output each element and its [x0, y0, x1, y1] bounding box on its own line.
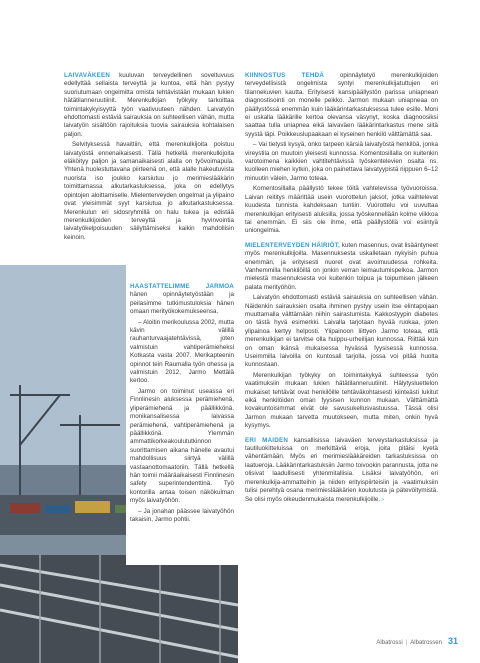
left-paragraph-2: Selvityksessä havaittiin, että merenkulkijoita poistuu laivatyöstä ennenaikaisesti. Tällä hetkellä merenkulkijoita eläköityy paljon ja samanaikaisesti alalla on työvoimapula. Yhtenä huolestuttavana piirteenä on, että alalle hakeutuvista nuorista iso joukko karsiutuu jo merimieslääkärin toimittamassa alkutarkastuksessa, joka on edellytys opintojen aloittamiselle. Mielenterveyden ongelmat ja ylipaino ovat yleisimmät syyt karsiutua jo alkutarkastuksessa. Merenkulun eri sidosryhmillä on halu tukea ja edistää merenkulkijoiden terveyttä ja hyvinvointia laivatyökelpoisuuden säilyttämiseksi kaikin mahdollisin keinoin.	[64, 141, 234, 241]
page-number: 31	[447, 636, 458, 646]
lead-word: LAIVAVÄKEEN	[64, 72, 111, 79]
right-paragraph-7: ERI MAIDEN kansallisissa laivaväen terveystarkastuksissa ja tautiluokitteluissa on merkittäviä eroja, joita pitäisi kyetä vähentämään. Myös eri merimieslääkäreiden tarkastuksissa on laatueroja. Lääkärintarkastuksiin Jarmo toivookin parannusta, jotta ne olisivat laadullisesti yhtenmitallisia. Lisäksi laivatyöhön, eri merenkulkija-ammatteihin ja niiden erityispiirteisiin ja -vaatimuksiin tulisi perehtyä osana merimieslääkärien koulutusta ja pätevöitymistä. Se olisi myös oikeudenmukaista merenkulkijoille. ›	[245, 436, 439, 503]
interview-paragraph-1: HAASTATTELIMME JARMOA hänen opinnäytetyöstään ja peilasimme tutkimustuloksia hänen omaan merityökokemukseensa.	[130, 283, 234, 316]
right-paragraph-5: Laivatyön ehdottomasti estäviä sairauksia on suhteellisen vähän. Näidenkin sairauksien osalta ihminen pystyy usein itse elintapojaan muuttamalla välttämään niihin sairastumista. Kakkostyypin diabetes on tästä hyvä esimerkki. Laivalla tarjotaan hyvää ruokaa, joten ylipainoa kertyy helposti. Ylipainoon liittyen Jarmo toteaa, että merenkulkijan ei tarvitse olla huippu-urheilijan kunnossa. Riittää kun on oman ikänsä mukaisessa hyvässä fyysisessä kunnossa. Useimmilla laivoilla on kuntosali tarjolla, jossa voi pitää huolta kunnostaan.	[245, 294, 438, 369]
publication-name-alt: Albatrossen	[410, 640, 442, 646]
footer-separator: |	[405, 640, 408, 646]
left-paragraph-1: LAIVAVÄKEEN kuuluvan terveydellinen soveltuvuus edellyttää sellaista terveyttä ja kuntoa, että hän pystyy suoriutumaan ongelmitta omista tehtävistään mukaan lukien hätätilanneruutiinit. Merenkulkijan työkyky tarkoittaa toimintakykyisyyttä työn vaativuuteen nähden. Laivatyön ehdottomasti estäviä sairauksia on suhteellisen vähän, mutta laivatyön sisältöön rajoituksia tuovia sairauksia kohtalaisen paljon.	[64, 72, 234, 138]
lead-word: ERI MAIDEN	[245, 436, 289, 444]
right-paragraph-1: KIINNOSTUS TEHDÄ opinnäytetyö merenkulkijoiden terveydellisistä ongelmista syntyi merenkulkijatuttujen eri tilannekuvien kautta. Erityisesti kansipäällystön parissa uniapnean diagnostisointi on monelle peikko. Jarmon mukaan uniapneaa on päällystössä enemmän kuin lääkärintarkastuksessa tulee esille. Moni ei uskalla lääkärille kertoa olevansa väsynyt, koska diagnoosiksi saattaa tulla uniapnea eikä laivaväen lääkärintarkastus mene siitä syystä läpi. Poikkeuslupaakaan ei kyseinen henkilö välttämättä saa.	[245, 72, 438, 138]
right-paragraph-4: MIELENTERVEYDEN HÄIRIÖT, kuten masennus, ovat lisääntyneet myös merenkulkijoilla. Masennuksesta uskalletaan nykyisin puhua enemmän, ja erityisesti nuoret ovat avoimuudessa rohkeita. Vanhemmilla henkilöillä on jonkin verran leimautumispelkoa. Jarmon mielestä masennuksesta voi kuitenkin toipua ja toipumisen jälkeen palata merityöhön.	[245, 241, 438, 291]
interview-column	[130, 283, 234, 526]
lead-word: MIELENTERVEYDEN HÄIRIÖT,	[245, 241, 340, 249]
page-footer	[376, 636, 458, 646]
interview-paragraph-4: – Ja jonahan päässee laivatyöhön takaisin, Jarmo pohtii.	[130, 507, 234, 523]
right-paragraph-3: Komentosillalla päällystö tekee töitä vahtelevissa työvuoroissa. Laivan reititys määrittää usein vuorottelun jaksot, jotka vaihtelevat kuudesta tunnista kahdeksaan tuntiin. Vuorottelu voi uuvuttaa merenkulkijan erityisesti aluksilla, jossa työskennellään kolme viikkoa tai enemmän. Ei siis ole ihme, että päällystöllä voi esiintyä uniongelmia.	[245, 185, 438, 235]
end-mark: ›	[381, 495, 384, 503]
right-paragraph-2: – Vai tietysti kysyä, onko tarpeen kärsiä laivatyöstä henkilöä, jonka vireystila on muutoin yleisesti kunnossa. Komentosillalla on kuitenkin varotoimena kaikkien vahtitehtävissä työskentelevien osalta ns. kuolleen miehen kytkin, joka on painettava laivatyypistä riippuen 6–12 minuutin välein, Jarmo toteaa.	[245, 141, 438, 182]
lead-word: HAASTATTELIMME JARMOA	[130, 283, 234, 290]
interview-paragraph-3: Jarmo on toiminut useassa eri Finnlinesin aluksessa perämiehenä, yliperämiehenä ja päällikkönä. monikansalisessa laivassa perämiehenä, vahtiperämiehenä ja päällikkönä. Ylemmän ammattikorkeakoulututkinnon suorittamisen aikana hänelle avautui mahdollisuus siirtyä välillä vastaanottomaatoriin. Tällä hetkellä hän toimii määräaikaisesti Finnlinesin safety superintendenttinä. Työ kontorilla antaa toisen näkökulman myös laivatyöhön.	[130, 387, 234, 505]
right-paragraph-6: Merenkulkijan työkyky on toimintakykyä suhteessa työn vaatimuksiin mukaan lukien hätätilanneruutiinit. Hälytysluettelon mukaiset tehtävät ovat henkilöille tehtäväkohtaisesti kiinteästi lukitut eikä henkilöiden oman fyysisen kunnon mukaan. Välttämättä kovakuntoisimmat eivät ole savusukellusvastuussa. Tässä olisi Jarmon mukaan tarvetta muutokseen, mutta miten, onkin hyvä kysymys.	[245, 371, 438, 430]
publication-name: Albatrossi	[376, 640, 403, 646]
left-column	[64, 72, 234, 244]
right-column	[245, 72, 438, 506]
interview-paragraph-2: – Aloitin merikoulussa 2002, mutta kävin välillä rauhanturvaajatehtävissä, joten valmistuin vahtiperämieheksi Kotkasta vasta 2007. Merikapteenin opinnot tein Raumalla työn ohessa ja valmistuin 2012, Jarmo Mettälä kertoo.	[130, 318, 234, 385]
lead-word: KIINNOSTUS TEHDÄ	[245, 72, 325, 79]
